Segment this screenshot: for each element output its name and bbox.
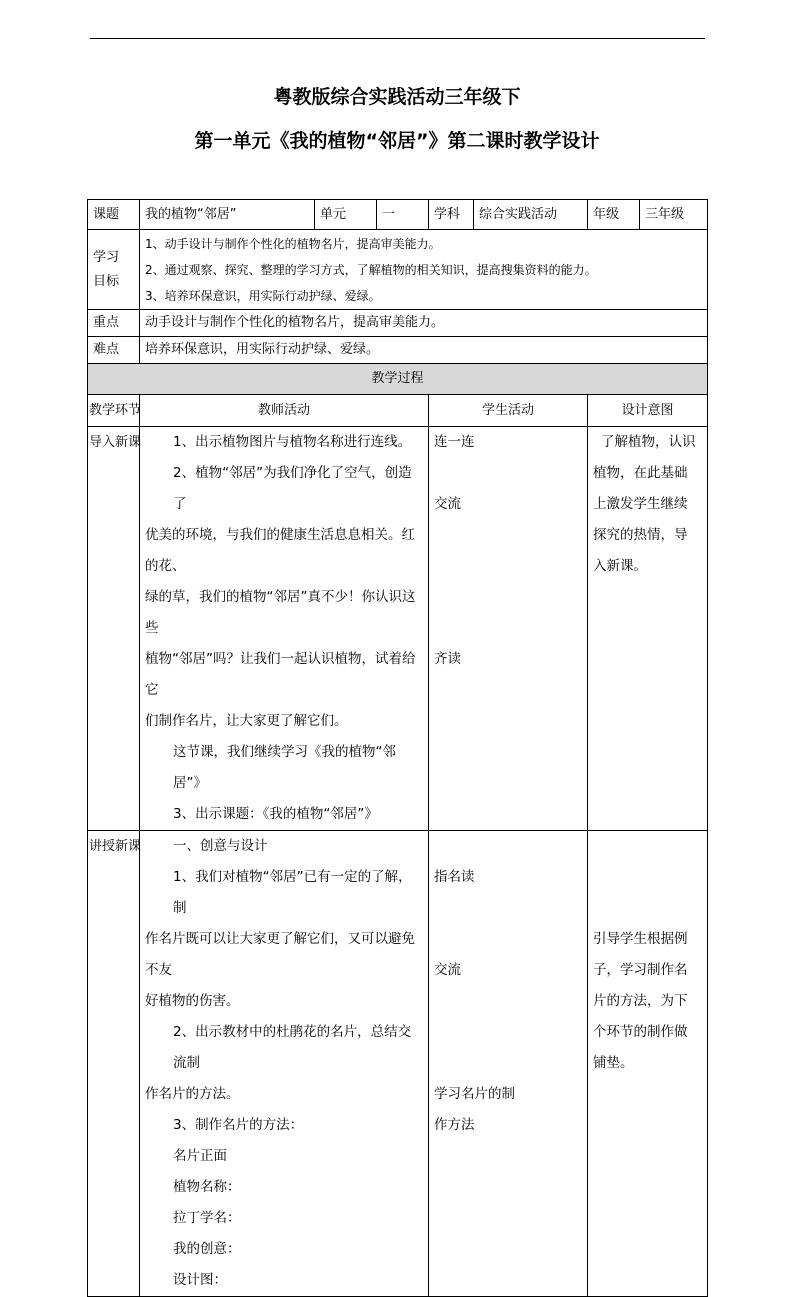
teacher-activity-lecture: 一、创意与设计 1、我们对植物“邻居”已有一定的了解，制 作名片既可以让大家更了解它们，又可以避免不友 好植物的伤害。 2、出示教材中的杜鹃花的名片，总结交流制 作名片的方法。 3、制作名片的方法： 名片正面 植物名称： 拉丁学名： 我的创意： 设计图：: [140, 831, 429, 1297]
unit-value: 一: [377, 200, 429, 230]
header-teacher: 教师活动: [140, 395, 429, 427]
info-row: [88, 200, 708, 230]
topic-value: 我的植物“邻居”: [140, 200, 315, 230]
student-activity-lecture: 指名读 交流 学习名片的制 作方法: [429, 831, 588, 1297]
goal-item: 1、动手设计与制作个性化的植物名片，提高审美能力。: [145, 236, 441, 251]
header-stage: 教学环节: [88, 395, 140, 427]
design-intent-intro: 了解植物，认识 植物，在此基础 上激发学生继续 探究的热情，导 入新课。: [588, 427, 708, 831]
student-activity-intro: 连一连 交流 齐读: [429, 427, 588, 831]
unit-label: 单元: [315, 200, 377, 230]
stage-intro: 导入新课: [88, 427, 140, 831]
key-point-row: [88, 310, 708, 337]
goal-item: 2、通过观察、探究、整理的学习方式，了解植物的相关知识，提高搜集资料的能力。: [145, 262, 597, 277]
difficulty-row: [88, 337, 708, 364]
header-intent: 设计意图: [588, 395, 708, 427]
process-band-row: [88, 364, 708, 395]
topic-label: 课题: [88, 200, 140, 230]
grade-value: 三年级: [640, 200, 708, 230]
subject-value: 综合实践活动: [474, 200, 588, 230]
difficulty-label: 难点: [88, 337, 140, 364]
doc-subtitle: 第一单元《我的植物“邻居”》第二课时教学设计: [194, 130, 600, 152]
key-point-value: 动手设计与制作个性化的植物名片，提高审美能力。: [140, 310, 708, 337]
process-header-row: [88, 395, 708, 427]
difficulty-value: 培养环保意识，用实际行动护绿、爱绿。: [140, 337, 708, 364]
process-title: 教学过程: [88, 364, 708, 395]
goals-label: 学习目标: [88, 230, 140, 310]
goals-list: [140, 230, 708, 310]
goal-item: 3、培养环保意识，用实际行动护绿、爱绿。: [145, 288, 381, 303]
header-rule: [90, 38, 705, 39]
stage-row-lecture: [88, 831, 708, 1297]
lesson-plan-table: [87, 199, 708, 1297]
stage-row-intro: [88, 427, 708, 831]
grade-label: 年级: [588, 200, 640, 230]
teacher-activity-intro: 1、出示植物图片与植物名称进行连线。 2、植物“邻居”为我们净化了空气，创造了 优美的环境，与我们的健康生活息息相关。红的花、 绿的草，我们的植物“邻居”真不少！你认识这些 植物“邻居”吗？让我们一起认识植物，试着给它 们制作名片，让大家更了解它们。 这节课，我们继续学习《我的植物“邻居”》 3、出示课题：《我的植物“邻居”》: [140, 427, 429, 831]
design-intent-lecture: 引导学生根据例 子，学习制作名 片的方法，为下 个环节的制作做 铺垫。: [588, 831, 708, 1297]
subject-label: 学科: [429, 200, 474, 230]
key-point-label: 重点: [88, 310, 140, 337]
goals-row: [88, 230, 708, 310]
doc-title: 粤教版综合实践活动三年级下: [273, 86, 521, 108]
header-student: 学生活动: [429, 395, 588, 427]
stage-lecture: 讲授新课: [88, 831, 140, 1297]
